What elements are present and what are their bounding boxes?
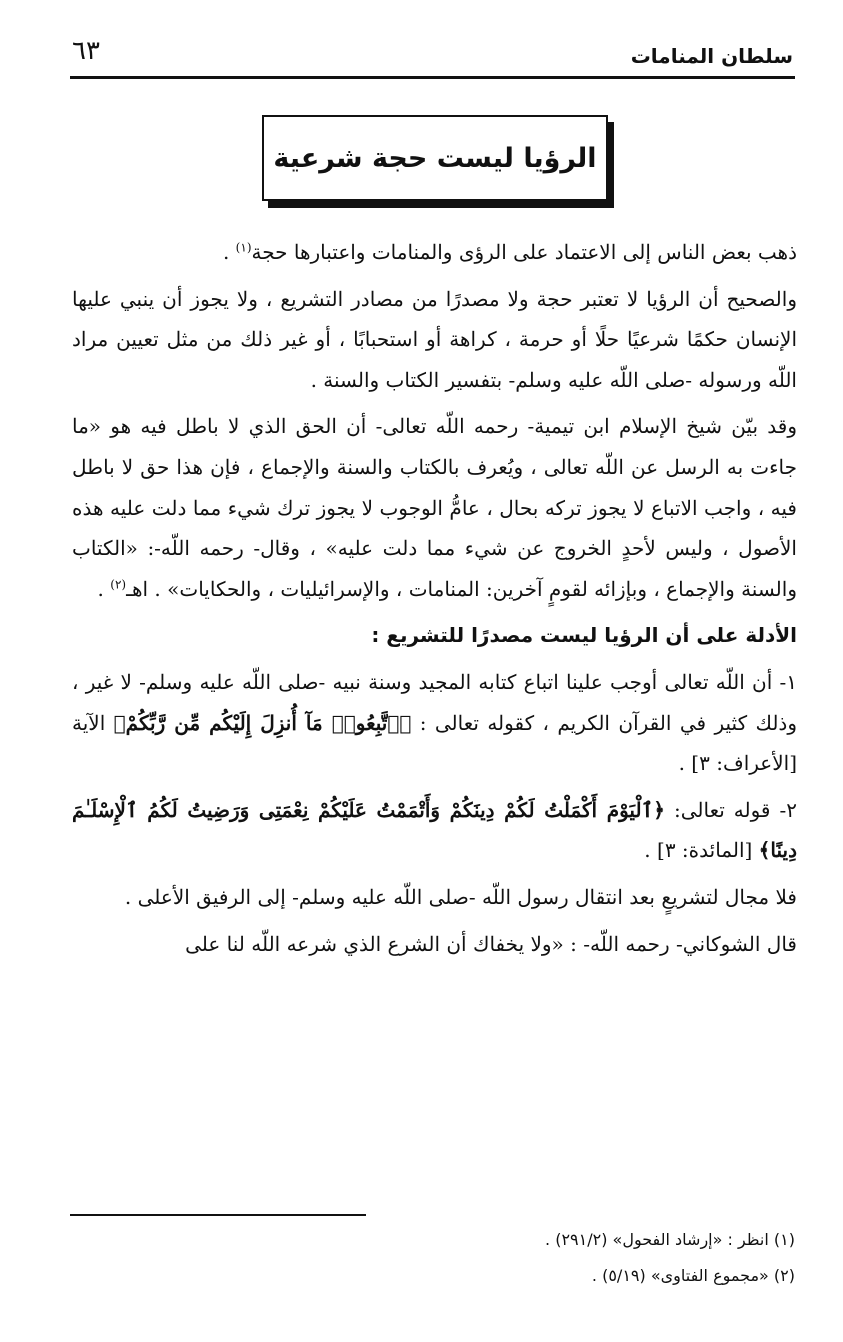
section-subheading: الأدلة على أن الرؤيا ليست مصدرًا للتشريع :: [371, 623, 797, 648]
running-header: [70, 32, 795, 79]
paragraph-1: [72, 232, 797, 273]
verse-reference-1: الآية [الأعراف: ٣] .: [72, 710, 797, 776]
paragraph-1-text: ذهب بعض الناس إلى الاعتماد على الرؤى والمنامات واعتبارها حجة: [251, 240, 797, 264]
closing-paragraph-2: قال الشوكاني- رحمه اللّه- : «ولا يخفاك أن الشرع الذي شرعه اللّه لنا على: [185, 931, 797, 956]
evidence-1-text: ١- أن اللّه تعالى أوجب علينا اتباع كتابه المجيد وسنة نبيه -صلى اللّه عليه وسلم- لا غير ، وذلك كثير في القرآن الكريم ، كقوله تعالى :: [72, 669, 797, 735]
quran-verse-1: ﴿ٱتَّبِعُوا۟ مَآ أُنزِلَ إِلَيْكُم مِّن رَّبِّكُمْ﴾: [113, 710, 412, 735]
footnote-divider: [70, 1214, 366, 1216]
chapter-title-box: [262, 115, 608, 201]
evidence-item-2: [72, 790, 797, 871]
paragraph-3-tail: .: [97, 576, 111, 601]
footnote-ref-2: (٢): [110, 577, 127, 592]
verse-reference-2: [المائدة: ٣] .: [644, 838, 759, 863]
closing-paragraph-1: فلا مجال لتشريعٍ بعد انتقال رسول اللّه -صلى اللّه عليه وسلم- إلى الرفيق الأعلى .: [124, 884, 797, 909]
book-title: سلطان المنامات: [630, 44, 793, 68]
quran-verse-2: ﴿ٱلْيَوْمَ أَكْمَلْتُ لَكُمْ دِينَكُمْ وَأَتْمَمْتُ عَلَيْكُمْ نِعْمَتِى وَرَضِيتُ لَكُمُ ٱلْإِسْلَـٰمَ دِينًا﴾: [72, 797, 797, 863]
footnote-2: (٢) «مجموع الفتاوى» (٥/١٩) .: [591, 1266, 795, 1285]
footnote-1: (١) انظر : «إرشاد الفحول» (٢٩١/٢) .: [545, 1230, 795, 1249]
evidence-2-text: ٢- قوله تعالى:: [664, 797, 797, 822]
page-number: ٦٣: [72, 36, 100, 66]
paragraph-2: والصحيح أن الرؤيا لا تعتبر حجة ولا مصدرًا من مصادر التشريع ، ولا يجوز أن ينبي عليها الإنسان حكمًا شرعيًا حلًا أو حرمة ، كراهة أو استحبابًا ، أو غير ذلك من مثل تعيين مراد اللّه ورسوله -صلى اللّه عليه وسلم- بتفسير الكتاب والسنة .: [72, 286, 798, 392]
footnote-ref-1: (١): [235, 240, 252, 255]
body-text: [72, 232, 797, 970]
footnotes: [72, 1222, 795, 1294]
paragraph-1-tail: .: [222, 240, 236, 264]
evidence-item-1: [72, 662, 797, 784]
paragraph-3: [72, 406, 797, 609]
paragraph-3-text: وقد بيّن شيخ الإسلام ابن تيمية- رحمه اللّه تعالى- أن الحق الذي لا باطل فيه هو «ما جاءت به الرسل عن اللّه تعالى ، ويُعرف بالكتاب والسنة والإجماع ، فإن هذا حق لا باطل فيه ، واجب الاتباع لا يجوز تركه بحال ، عامُّ الوجوب لا يجوز ترك شيء مما دلت عليه هذه الأصول ، وليس لأحدٍ الخروج عن شيء مما دلت عليه» ، وقال- رحمه اللّه-: «الكتاب والسنة والإجماع ، وبإزائه لقومٍ آخرين: المنامات ، والإسرائيليات ، والحكايات» . اهـ: [72, 414, 797, 601]
chapter-title: الرؤيا ليست حجة شرعية: [273, 142, 597, 174]
